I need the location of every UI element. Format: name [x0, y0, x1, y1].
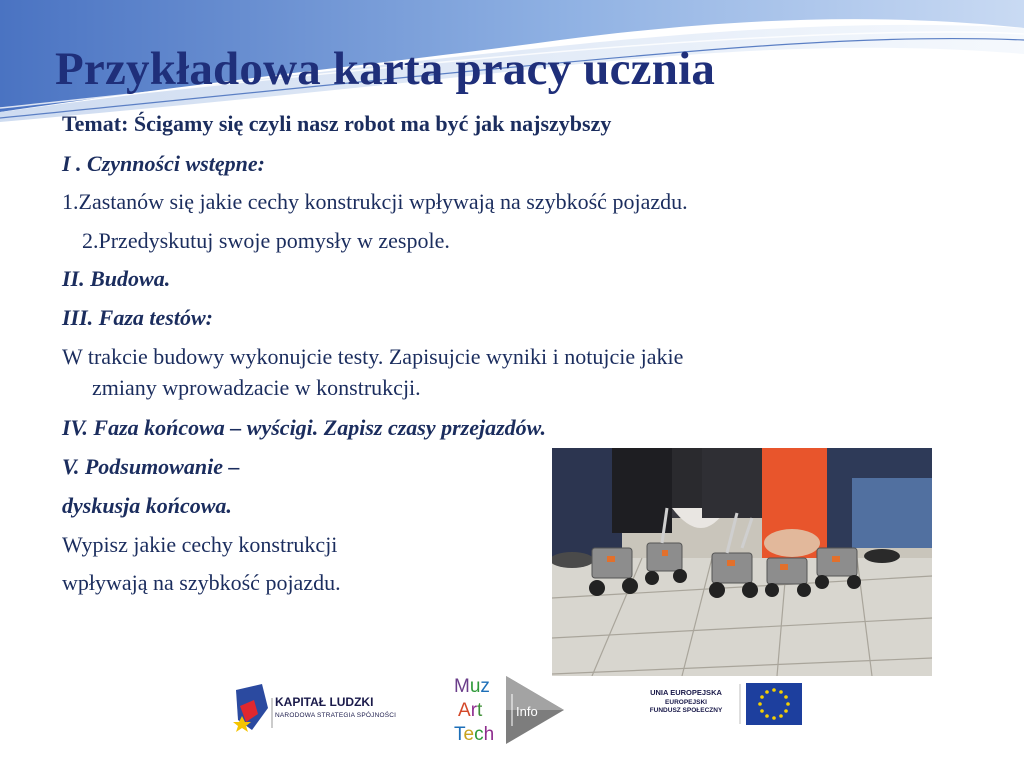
summary-text-1: Wypisz jakie cechy konstrukcji [62, 532, 338, 557]
tests-text-2: zmiany wprowadzacie w konstrukcji. [92, 375, 421, 400]
svg-text:Muz: Muz [454, 676, 490, 697]
eu-fund-label-1: EUROPEJSKI [665, 699, 707, 706]
svg-text:Art: Art [458, 700, 483, 721]
section-1-heading: I . Czynności wstępne: [62, 151, 265, 176]
eu-union-label: UNIA EUROPEJSKA [650, 688, 722, 697]
svg-text:Info: Info [516, 704, 538, 719]
robots-photo [552, 448, 932, 676]
section-5-heading-cont: dyskusja końcowa. [62, 493, 232, 518]
kapital-ludzki-title: KAPITAŁ LUDZKI [275, 695, 374, 709]
slide-title: Przykładowa karta pracy ucznia [55, 43, 716, 95]
eu-text [636, 688, 736, 714]
svg-text:Tech: Tech [454, 724, 495, 745]
kapital-ludzki-subtitle: NARODOWA STRATEGIA SPÓJNOŚCI [275, 712, 397, 719]
kapital-ludzki-text [275, 695, 396, 719]
section-3-heading: III. Faza testów: [62, 305, 213, 330]
tests-text-1: W trakcie budowy wykonujcie testy. Zapisujcie wyniki i notujcie jakie [62, 344, 684, 369]
step-2: 2.Przedyskutuj swoje pomysły w zespole. [82, 228, 450, 253]
topic-line: Temat: Ścigamy się czyli nasz robot ma być jak najszybszy [62, 111, 612, 136]
section-2-heading: II. Budowa. [62, 266, 171, 291]
muzarttech-logo-icon [448, 670, 568, 746]
section-5-heading: V. Podsumowanie – [62, 454, 240, 479]
eu-fund-label-2: FUNDUSZ SPOŁECZNY [649, 707, 723, 714]
summary-text-2: wpływają na szybkość pojazdu. [62, 570, 341, 595]
section-4-heading: IV. Faza końcowa – wyścigi. Zapisz czasy przejazdów. [62, 415, 547, 440]
step-1: 1.Zastanów się jakie cechy konstrukcji wpływają na szybkość pojazdu. [62, 189, 688, 214]
